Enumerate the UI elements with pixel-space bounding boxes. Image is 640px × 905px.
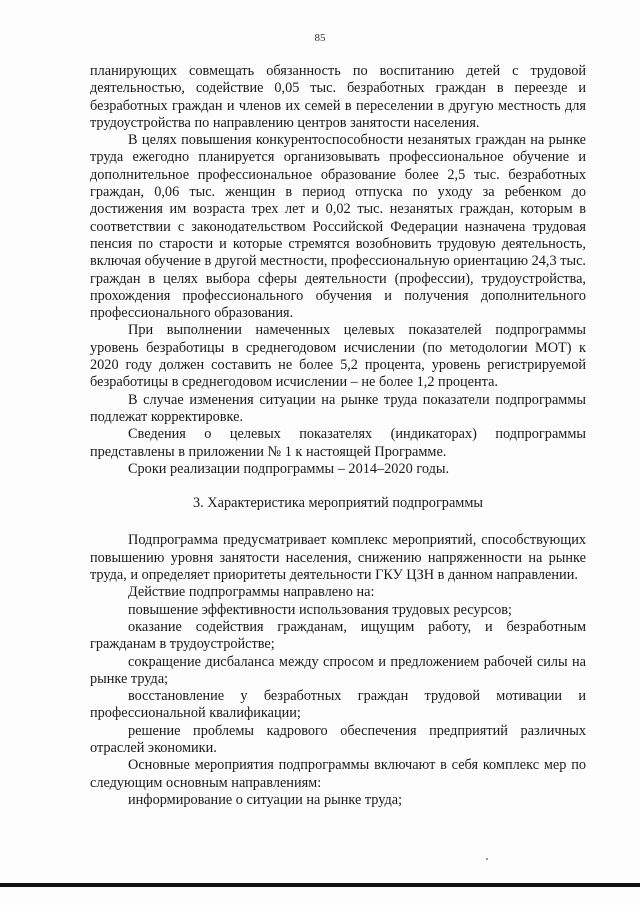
bottom-border-rule — [0, 883, 640, 887]
page-number: 85 — [314, 32, 326, 44]
list-item: решение проблемы кадрового обеспечения предприятий различных отраслей экономики. — [90, 722, 586, 756]
paragraph: Сроки реализации подпрограммы – 2014–2020 годы. — [128, 460, 450, 477]
paragraph-continuation: планирующих совмещать обязанность по воспитанию детей с трудовой деятельностью, содействие 0,05 тыс. безработных граждан в переезде и безработных граждан и членов их семей в переселении в другую местность для трудоустройства по направлению центров занятости населения. — [90, 63, 586, 131]
paragraph: При выполнении намеченных целевых показателей подпрограммы уровень безработицы в среднегодовом исчислении (по методологии МОТ) к 2020 году должен составить не более 5,2 процента, уровень регистрируемой безработицы в среднегодовом исчислении – не более 1,2 процента. — [90, 322, 586, 391]
list-item: информирование о ситуации на рынке труда; — [128, 791, 403, 808]
paragraph: В случае изменения ситуации на рынке труда показатели подпрограммы подлежат корректировке. — [90, 391, 586, 425]
paragraph: Действие подпрограммы направлено на: — [128, 584, 375, 601]
scan-speck — [486, 858, 488, 860]
page-body — [90, 63, 586, 809]
list-item: восстановление у безработных граждан трудовой мотивации и профессиональной квалификации; — [90, 688, 586, 722]
list-item: оказание содействия гражданам, ищущим работу, и безработным гражданам в трудоустройстве; — [90, 618, 586, 653]
section-heading: 3. Характеристика мероприятий подпрограммы — [192, 495, 483, 512]
paragraph: В целях повышения конкурентоспособности незанятых граждан на рынке труда ежегодно планируется организовывать профессиональное обучение и дополнительное профессиональное образование более 2,5 тыс. безработных граждан, 0,06 тыс. женщин в период отпуска по уходу за ребенком до достижения им возраста трех лет и 0,02 тыс. незанятых граждан, которым в соответствии с законодательством Российской Федерации назначена трудовая пенсия по старости и которые стремятся возобновить трудовую деятельность, включая обучение в другой местности, профессиональную ориентацию 24,3 тыс. граждан в целях выбора сферы деятельности (профессии), трудоустройства, прохождения профессионального обучения и получения дополнительного профессионального образования. — [90, 132, 586, 322]
paragraph: Подпрограмма предусматривает комплекс мероприятий, способствующих повышению уровня занятости населения, снижению напряженности на рынке труда, и определяет приоритеты деятельности ГКУ ЦЗН в данном направлении. — [90, 532, 586, 584]
paragraph: Сведения о целевых показателях (индикаторах) подпрограммы представлены в приложении № 1 к настоящей Программе. — [90, 426, 586, 460]
list-item: повышение эффективности использования трудовых ресурсов; — [128, 601, 512, 618]
list-item: сокращение дисбаланса между спросом и предложением рабочей силы на рынке труда; — [90, 653, 586, 687]
paragraph: Основные мероприятия подпрограммы включают в себя комплекс мер по следующим основным направлениям: — [90, 757, 586, 791]
